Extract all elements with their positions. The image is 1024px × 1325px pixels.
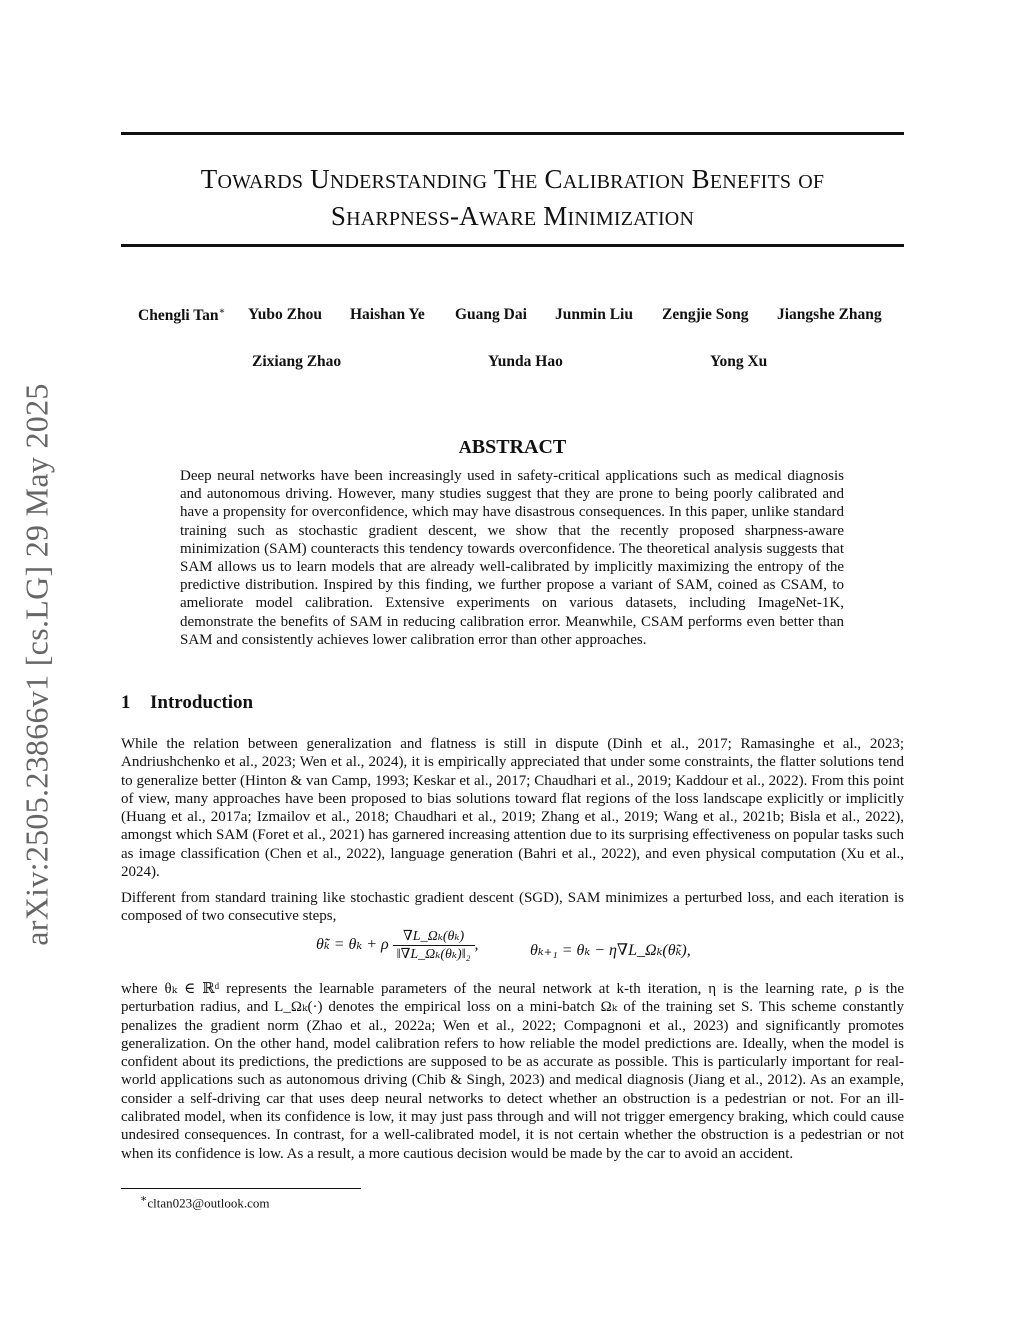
title-word: UNDERSTANDING	[310, 164, 488, 194]
title-word: THE	[493, 164, 538, 194]
paragraph-2: Different from standard training like stochastic gradient descent (SGD), SAM minimizes a perturbed loss, and each iteration is composed of two consecutive steps,	[121, 890, 904, 925]
equation-fraction: $\frac{\text{∇L\_Ωₖ(θₖ)}}{\text{‖∇L\_Ωₖ(θₖ)‖₂}}$	[393, 928, 475, 963]
paragraph-1: While the relation between generalization and flatness is still in dispute (Dinh et al., 2017; Ramasinghe et al., 2023; Andriushchenko et al., 2023; Wen et al., 2024), it is empirically appreciated that under some constraints, the flatter solutions tend to generalize better (Hinton & van Camp, 1993; Keskar et al., 2017; Chaudhari et al., 2019; Kaddour et al., 2022). From this point of view, many approaches have been proposed to bias solutions toward flat regions of the loss landscape explicitly or implicitly (Huang et al., 2017a; Izmailov et al., 2018; Chaudhari et al., 2019; Zhang et al., 2019; Wang et al., 2021b; Bisla et al., 2022), amongst which SAM (Foret et al., 2021) has garnered increasing attention due to its surprising effectiveness on popular tasks such as image classification (Chen et al., 2022), language generation (Bahri et al., 2022), and even physical computation (Xu et al., 2024).	[121, 736, 904, 881]
section-title: Introduction	[150, 692, 254, 713]
author-3: Haishan Ye	[350, 306, 425, 323]
title-line-1	[121, 162, 904, 199]
sam-update-equation	[121, 928, 904, 974]
title-word: BENEFITS	[691, 164, 792, 194]
footnote-rule	[121, 1188, 361, 1189]
section-heading-introduction	[121, 692, 253, 714]
title-word: OF	[798, 171, 825, 193]
author-6: Zengjie Song	[662, 306, 749, 323]
paper-title	[121, 162, 904, 236]
equation-descent-step: θₖ₊₁ = θₖ − η∇L_Ωₖ(θ̃ₖ),	[530, 942, 691, 959]
equation-perturbation-step: θ̃ₖ = θₖ + ρ $\frac{\text{∇L\_Ωₖ(θₖ)}}{\text{‖∇L\_Ωₖ(θₖ)‖₂}}$ ,	[316, 929, 479, 962]
author-2: Yubo Zhou	[248, 306, 322, 323]
author-4: Guang Dai	[455, 306, 527, 323]
author-5: Junmin Liu	[555, 306, 633, 323]
abstract-text: Deep neural networks have been increasingly used in safety-critical applications such as medical diagnosis and autonomous driving. However, many studies suggest that they are prone to being poorly calibrated and have a propensity for overconfidence, which may have disastrous consequences. In this paper, unlike standard training such as stochastic gradient descent, we show that the recently proposed sharpness-aware minimization (SAM) counteracts this tendency towards overconfidence. The theoretical analysis suggests that SAM allows us to learn models that are already well-calibrated by implicitly maximizing the entropy of the predictive distribution. Inspired by this finding, we further propose a variant of SAM, coined as CSAM, to ameliorate model calibration. Extensive experiments on various datasets, including ImageNet-1K, demonstrate the benefits of SAM in reducing calibration error. Meanwhile, CSAM performs even better than SAM and consistently achieves lower calibration error than other approaches.	[180, 468, 844, 648]
title-bottom-rule	[121, 244, 904, 247]
author-9: Yunda Hao	[488, 353, 563, 370]
author-8: Zixiang Zhao	[252, 353, 342, 370]
paragraph-3: where θₖ ∈ ℝᵈ represents the learnable parameters of the neural network at k-th iteration, η is the learning rate, ρ is the perturbation radius, and L_Ωₖ(·) denotes the empirical loss on a mini-batch Ωₖ of the training set S. This scheme constantly penalizes the gradient norm (Zhao et al., 2022a; Wen et al., 2022; Compagnoni et al., 2023) and significantly promotes generalization. On the other hand, model calibration refers to how reliable the model predictions are. Ideally, when the model is confident about its predictions, the predictions are supposed to be as accurate as possible. This is particularly important for real-world applications such as autonomous driving (Chib & Singh, 2023) and medical diagnosis (Jiang et al., 2012). As an example, consider a self-driving car that uses deep neural networks to detect whether an obstruction is a pedestrian or not. For an ill-calibrated model, when its confidence is low, it may just pass through and will not trigger emergency braking, which could cause undesired consequences. In contrast, for a well-calibrated model, it is not certain whether the obstruction is a pedestrian or not when its confidence is low. As a result, a more cautious decision would be made by the car to avoid an accident.	[121, 981, 904, 1162]
title-word: CALIBRATION	[544, 164, 685, 194]
abstract-heading: ABSTRACT	[458, 436, 567, 458]
title-word: TOWARDS	[200, 164, 304, 194]
author-10: Yong Xu	[710, 353, 768, 370]
title-top-rule	[121, 132, 904, 135]
author-7: Jiangshe Zhang	[777, 306, 882, 323]
author-1: Chengli Tan∗	[138, 306, 226, 325]
title-word: SHARPNESS	[330, 201, 450, 231]
title-word: MINIMIZATION	[543, 201, 695, 231]
title-line-2	[121, 199, 904, 236]
footnote-email: ∗cltan023@outlook.com	[140, 1193, 270, 1211]
arxiv-stamp: arXiv:2505.23866v1 [cs.LG] 29 May 2025	[18, 383, 55, 946]
section-number: 1	[121, 692, 131, 713]
title-word: -AWARE	[449, 201, 537, 231]
